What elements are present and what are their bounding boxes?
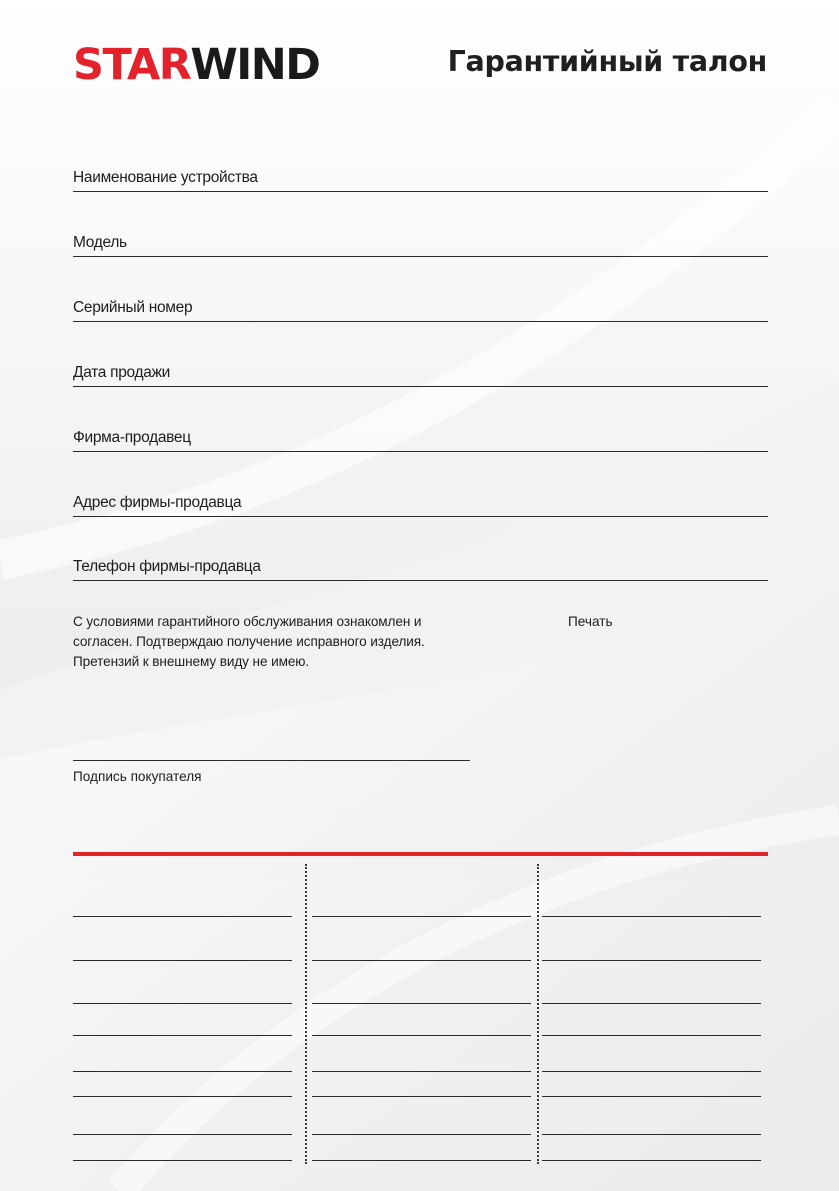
- device-name-label: Наименование устройства: [73, 169, 258, 186]
- device-name-field[interactable]: [73, 161, 768, 192]
- signature-line[interactable]: [73, 760, 470, 761]
- coupon-blank-line[interactable]: [312, 960, 531, 961]
- signature-label: Подпись покупателя: [73, 769, 202, 784]
- seller-phone-label: Телефон фирмы-продавца: [73, 558, 261, 575]
- cut-line: [305, 864, 307, 1164]
- seller-company-field[interactable]: [73, 421, 768, 452]
- agreement-line: Претензий к внешнему виду не имею.: [73, 654, 310, 669]
- logo-star-text: STAR: [73, 40, 191, 90]
- coupon-blank-line[interactable]: [73, 1071, 292, 1072]
- model-label: Модель: [73, 234, 127, 251]
- logo-wind-text: WIND: [190, 40, 320, 90]
- agreement-line: С условиями гарантийного обслуживания ознакомлен и: [73, 614, 422, 629]
- coupon-blank-line[interactable]: [542, 1096, 761, 1097]
- coupon-blank-line[interactable]: [542, 1071, 761, 1072]
- coupon-blank-line[interactable]: [542, 916, 761, 917]
- coupon-blank-line[interactable]: [73, 1003, 292, 1004]
- coupon-blank-line[interactable]: [312, 1134, 531, 1135]
- coupon-blank-line[interactable]: [312, 1003, 531, 1004]
- coupon-blank-line[interactable]: [542, 1035, 761, 1036]
- sale-date-label: Дата продажи: [73, 364, 171, 381]
- coupon-blank-line[interactable]: [312, 1160, 531, 1161]
- seller-company-label: Фирма-продавец: [73, 429, 191, 446]
- coupon-blank-line[interactable]: [542, 1134, 761, 1135]
- serial-number-field[interactable]: [73, 291, 768, 322]
- coupon-blank-line[interactable]: [312, 1096, 531, 1097]
- coupon-divider-bar: [73, 852, 768, 856]
- coupon-blank-line[interactable]: [312, 916, 531, 917]
- model-field[interactable]: [73, 226, 768, 257]
- cut-line: [537, 864, 539, 1164]
- serial-number-label: Серийный номер: [73, 299, 193, 316]
- coupon-blank-line[interactable]: [73, 960, 292, 961]
- page-title: Гарантийный талон: [447, 45, 767, 78]
- stamp-label: Печать: [568, 614, 613, 629]
- sale-date-field[interactable]: [73, 356, 768, 387]
- coupon-blank-line[interactable]: [73, 1134, 292, 1135]
- starwind-logo: [73, 40, 319, 90]
- agreement-line: согласен. Подтверждаю получение исправного изделия.: [73, 634, 425, 649]
- coupon-blank-line[interactable]: [312, 1035, 531, 1036]
- coupon-blank-line[interactable]: [542, 1160, 761, 1161]
- coupon-blank-line[interactable]: [542, 960, 761, 961]
- seller-address-label: Адрес фирмы-продавца: [73, 494, 242, 511]
- coupon-blank-line[interactable]: [73, 1035, 292, 1036]
- warranty-agreement-text: [73, 612, 483, 672]
- coupon-blank-line[interactable]: [73, 916, 292, 917]
- seller-phone-field[interactable]: [73, 550, 768, 581]
- seller-address-field[interactable]: [73, 486, 768, 517]
- coupon-blank-line[interactable]: [73, 1160, 292, 1161]
- coupon-blank-line[interactable]: [312, 1071, 531, 1072]
- coupon-blank-line[interactable]: [542, 1003, 761, 1004]
- coupon-blank-line[interactable]: [73, 1096, 292, 1097]
